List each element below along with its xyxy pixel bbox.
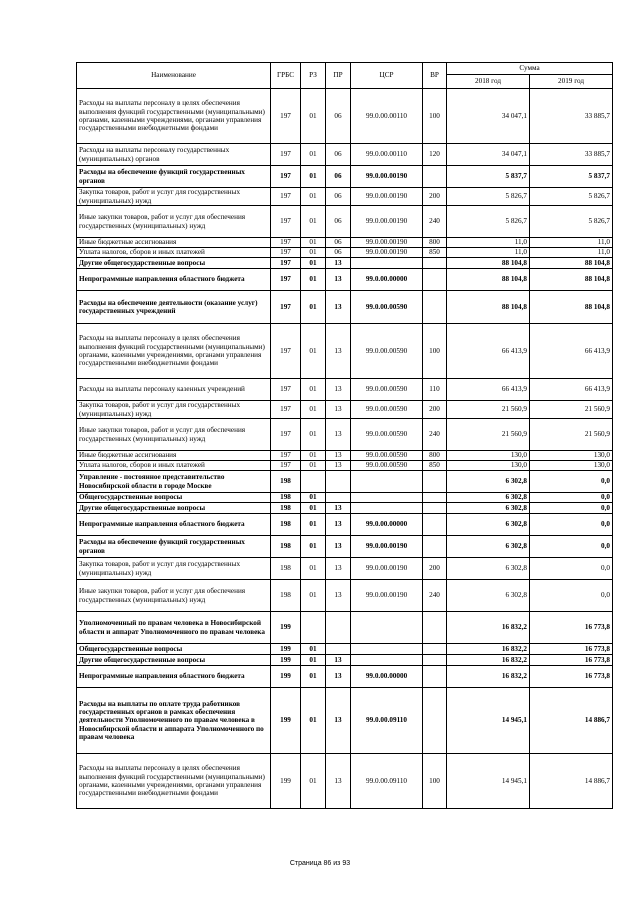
cell-2019: 0,0: [530, 503, 613, 514]
table-row: [77, 258, 613, 269]
cell-rz: 01: [301, 269, 326, 291]
cell-rz: 01: [301, 536, 326, 558]
table-row: [77, 206, 613, 238]
cell-csr: 99.0.00.00110: [351, 89, 423, 144]
cell-2018: 130,0: [447, 461, 530, 471]
cell-pr: 13: [326, 514, 351, 536]
cell-rz: 01: [301, 206, 326, 238]
cell-vr: 120: [423, 144, 447, 166]
cell-name: Другие общегосударственные вопросы: [77, 258, 271, 269]
cell-vr: 100: [423, 754, 447, 809]
header-2018: 2018 год: [447, 75, 530, 89]
cell-name: Иные закупки товаров, работ и услуг для обеспечения государственных (муниципальных) нужд: [77, 580, 271, 612]
cell-grbs: 197: [271, 89, 301, 144]
cell-csr: 99.0.00.00190: [351, 580, 423, 612]
header-name: Наименование: [77, 63, 271, 89]
cell-grbs: 199: [271, 688, 301, 754]
cell-pr: 13: [326, 401, 351, 419]
cell-vr: [423, 166, 447, 188]
cell-name: Общегосударственные вопросы: [77, 493, 271, 503]
cell-grbs: 197: [271, 324, 301, 379]
cell-2018: 6 302,8: [447, 558, 530, 580]
table-row: [77, 379, 613, 401]
cell-2018: 88 104,8: [447, 291, 530, 324]
cell-grbs: 197: [271, 461, 301, 471]
cell-rz: 01: [301, 89, 326, 144]
cell-2019: 5 837,7: [530, 166, 613, 188]
cell-2019: 16 773,8: [530, 612, 613, 644]
cell-2019: 16 773,8: [530, 666, 613, 688]
cell-csr: 99.0.00.00190: [351, 248, 423, 258]
cell-grbs: 199: [271, 655, 301, 666]
cell-pr: 13: [326, 558, 351, 580]
cell-vr: 850: [423, 248, 447, 258]
cell-rz: 01: [301, 166, 326, 188]
cell-pr: 13: [326, 666, 351, 688]
cell-vr: 100: [423, 89, 447, 144]
budget-table: [76, 62, 613, 809]
cell-rz: 01: [301, 144, 326, 166]
cell-rz: 01: [301, 401, 326, 419]
cell-2019: 16 773,8: [530, 655, 613, 666]
cell-grbs: 197: [271, 401, 301, 419]
cell-pr: 13: [326, 451, 351, 461]
cell-vr: [423, 493, 447, 503]
cell-csr: 99.0.00.00590: [351, 461, 423, 471]
cell-vr: 110: [423, 379, 447, 401]
cell-2018: 6 302,8: [447, 536, 530, 558]
cell-2019: 14 886,7: [530, 688, 613, 754]
cell-name: Закупка товаров, работ и услуг для государственных (муниципальных) нужд: [77, 558, 271, 580]
cell-name: Уплата налогов, сборов и иных платежей: [77, 461, 271, 471]
cell-2018: 16 832,2: [447, 644, 530, 655]
cell-grbs: 197: [271, 144, 301, 166]
table-row: [77, 655, 613, 666]
cell-vr: 240: [423, 580, 447, 612]
cell-2018: 5 826,7: [447, 206, 530, 238]
cell-name: Другие общегосударственные вопросы: [77, 655, 271, 666]
cell-rz: 01: [301, 258, 326, 269]
cell-rz: 01: [301, 324, 326, 379]
cell-2018: 16 832,2: [447, 612, 530, 644]
cell-2019: 16 773,8: [530, 644, 613, 655]
cell-pr: [326, 612, 351, 644]
cell-rz: 01: [301, 248, 326, 258]
cell-2019: 5 826,7: [530, 188, 613, 206]
cell-rz: 01: [301, 558, 326, 580]
cell-name: Расходы на выплаты персоналу государственных (муниципальных) органов: [77, 144, 271, 166]
cell-2018: 5 837,7: [447, 166, 530, 188]
cell-grbs: 197: [271, 419, 301, 451]
cell-pr: 13: [326, 291, 351, 324]
cell-csr: 99.0.00.00590: [351, 419, 423, 451]
cell-csr: 99.0.00.09110: [351, 688, 423, 754]
cell-pr: [326, 471, 351, 493]
header-vr: ВР: [423, 63, 447, 89]
cell-2019: 130,0: [530, 451, 613, 461]
cell-2018: 11,0: [447, 238, 530, 248]
cell-2019: 0,0: [530, 471, 613, 493]
cell-name: Расходы на выплаты персоналу в целях обеспечения выполнения функций государственными (муниципальными) органами, казенными учреждениями, органами управления государственными внебюджетными фондами: [77, 754, 271, 809]
cell-vr: [423, 503, 447, 514]
cell-name: Управление - постоянное представительство Новосибирской области в городе Москве: [77, 471, 271, 493]
cell-vr: [423, 258, 447, 269]
cell-2018: 14 945,1: [447, 688, 530, 754]
cell-2018: 16 832,2: [447, 666, 530, 688]
cell-2019: 11,0: [530, 238, 613, 248]
cell-name: Общегосударственные вопросы: [77, 644, 271, 655]
cell-csr: 99.0.00.00590: [351, 379, 423, 401]
cell-2019: 0,0: [530, 493, 613, 503]
cell-2019: 88 104,8: [530, 258, 613, 269]
cell-grbs: 197: [271, 238, 301, 248]
cell-grbs: 197: [271, 291, 301, 324]
cell-name: Расходы на выплаты персоналу казенных учреждений: [77, 379, 271, 401]
cell-2019: 33 885,7: [530, 144, 613, 166]
cell-pr: [326, 493, 351, 503]
cell-2018: 14 945,1: [447, 754, 530, 809]
cell-csr: [351, 471, 423, 493]
cell-rz: 01: [301, 493, 326, 503]
cell-grbs: 197: [271, 451, 301, 461]
header-sum: Сумма: [447, 63, 613, 75]
cell-csr: [351, 612, 423, 644]
cell-name: Уполномоченный по правам человека в Новосибирской области и аппарат Уполномоченного по правам человека: [77, 612, 271, 644]
cell-pr: 13: [326, 258, 351, 269]
cell-grbs: 197: [271, 269, 301, 291]
cell-2019: 66 413,9: [530, 379, 613, 401]
table-row: [77, 612, 613, 644]
cell-vr: 800: [423, 238, 447, 248]
cell-grbs: 197: [271, 248, 301, 258]
table-row: [77, 536, 613, 558]
cell-name: Непрограммные направления областного бюджета: [77, 666, 271, 688]
cell-name: Иные закупки товаров, работ и услуг для обеспечения государственных (муниципальных) нужд: [77, 206, 271, 238]
cell-pr: 13: [326, 688, 351, 754]
cell-grbs: 199: [271, 644, 301, 655]
cell-pr: 13: [326, 379, 351, 401]
cell-pr: 13: [326, 419, 351, 451]
cell-name: Непрограммные направления областного бюджета: [77, 514, 271, 536]
cell-name: Расходы на обеспечение функций государственных органов: [77, 166, 271, 188]
cell-2018: 34 047,1: [447, 89, 530, 144]
table-row: [77, 666, 613, 688]
cell-name: Расходы на выплаты персоналу в целях обеспечения выполнения функций государственными (муниципальными) органами, казенными учреждениями, органами управления государственными внебюджетными фондами: [77, 324, 271, 379]
cell-csr: 99.0.00.00190: [351, 536, 423, 558]
cell-name: Расходы на обеспечение деятельности (оказание услуг) государственных учреждений: [77, 291, 271, 324]
cell-rz: 01: [301, 451, 326, 461]
cell-2019: 66 413,9: [530, 324, 613, 379]
cell-name: Закупка товаров, работ и услуг для государственных (муниципальных) нужд: [77, 188, 271, 206]
header-grbs: ГРБС: [271, 63, 301, 89]
cell-rz: 01: [301, 291, 326, 324]
cell-grbs: 197: [271, 166, 301, 188]
cell-2019: 88 104,8: [530, 291, 613, 324]
cell-name: Расходы на выплаты по оплате труда работников государственных органов в рамках обеспечения деятельности Уполномоченного по правам человека в Новосибирской области и аппарата Уполномоченного по правам человека: [77, 688, 271, 754]
cell-name: Иные закупки товаров, работ и услуг для обеспечения государственных (муниципальных) нужд: [77, 419, 271, 451]
cell-grbs: 199: [271, 754, 301, 809]
cell-2018: 66 413,9: [447, 379, 530, 401]
table-row: [77, 166, 613, 188]
cell-2018: 6 302,8: [447, 514, 530, 536]
cell-grbs: 198: [271, 536, 301, 558]
table-row: [77, 688, 613, 754]
cell-pr: 06: [326, 238, 351, 248]
header-pr: ПР: [326, 63, 351, 89]
cell-grbs: 197: [271, 206, 301, 238]
table-row: [77, 324, 613, 379]
cell-grbs: 199: [271, 612, 301, 644]
cell-name: Другие общегосударственные вопросы: [77, 503, 271, 514]
cell-name: Уплата налогов, сборов и иных платежей: [77, 248, 271, 258]
cell-rz: 01: [301, 754, 326, 809]
cell-name: Иные бюджетные ассигнования: [77, 238, 271, 248]
table-body: [77, 89, 613, 809]
cell-vr: 850: [423, 461, 447, 471]
cell-2018: 21 560,9: [447, 419, 530, 451]
cell-2018: 130,0: [447, 451, 530, 461]
cell-vr: [423, 644, 447, 655]
cell-rz: 01: [301, 666, 326, 688]
header-2019: 2019 год: [530, 75, 613, 89]
cell-csr: 99.0.00.00190: [351, 206, 423, 238]
cell-csr: [351, 493, 423, 503]
cell-2018: 6 302,8: [447, 503, 530, 514]
cell-2019: 14 886,7: [530, 754, 613, 809]
cell-2018: 66 413,9: [447, 324, 530, 379]
cell-2019: 11,0: [530, 248, 613, 258]
cell-2019: 130,0: [530, 461, 613, 471]
cell-pr: 13: [326, 503, 351, 514]
table-row: [77, 580, 613, 612]
cell-vr: 240: [423, 419, 447, 451]
cell-pr: 13: [326, 536, 351, 558]
cell-rz: 01: [301, 644, 326, 655]
cell-2018: 6 302,8: [447, 471, 530, 493]
cell-grbs: 198: [271, 471, 301, 493]
cell-csr: [351, 258, 423, 269]
cell-2019: 0,0: [530, 558, 613, 580]
cell-rz: 01: [301, 419, 326, 451]
cell-vr: [423, 291, 447, 324]
cell-csr: [351, 503, 423, 514]
cell-csr: 99.0.00.00190: [351, 188, 423, 206]
cell-grbs: 198: [271, 503, 301, 514]
cell-name: Расходы на обеспечение функций государственных органов: [77, 536, 271, 558]
cell-pr: 13: [326, 269, 351, 291]
cell-rz: 01: [301, 514, 326, 536]
cell-name: Непрограммные направления областного бюджета: [77, 269, 271, 291]
cell-2018: 88 104,8: [447, 258, 530, 269]
cell-2019: 21 560,9: [530, 401, 613, 419]
cell-csr: 99.0.00.00590: [351, 451, 423, 461]
cell-pr: 06: [326, 248, 351, 258]
cell-name: Иные бюджетные ассигнования: [77, 451, 271, 461]
cell-vr: [423, 471, 447, 493]
cell-pr: 13: [326, 754, 351, 809]
cell-vr: 240: [423, 206, 447, 238]
cell-2018: 16 832,2: [447, 655, 530, 666]
cell-grbs: 198: [271, 493, 301, 503]
cell-pr: 13: [326, 655, 351, 666]
cell-vr: 200: [423, 558, 447, 580]
table-row: [77, 291, 613, 324]
page-footer: Страница 86 из 93: [289, 860, 351, 867]
table-row: [77, 269, 613, 291]
cell-vr: 200: [423, 401, 447, 419]
cell-vr: [423, 612, 447, 644]
cell-vr: [423, 666, 447, 688]
table-row: [77, 754, 613, 809]
cell-csr: 99.0.00.00190: [351, 238, 423, 248]
cell-vr: 800: [423, 451, 447, 461]
cell-pr: 06: [326, 144, 351, 166]
cell-vr: [423, 688, 447, 754]
table-row: [77, 419, 613, 451]
cell-pr: 06: [326, 89, 351, 144]
cell-2019: 0,0: [530, 514, 613, 536]
cell-name: Расходы на выплаты персоналу в целях обеспечения выполнения функций государственными (муниципальными) органами, казенными учреждениями, органами управления государственными внебюджетными фондами: [77, 89, 271, 144]
cell-rz: 01: [301, 461, 326, 471]
cell-csr: 99.0.00.00190: [351, 166, 423, 188]
cell-2018: 34 047,1: [447, 144, 530, 166]
table-row: [77, 144, 613, 166]
cell-rz: 01: [301, 379, 326, 401]
cell-csr: 99.0.00.00190: [351, 558, 423, 580]
cell-csr: 99.0.00.00590: [351, 324, 423, 379]
cell-csr: 99.0.00.00000: [351, 666, 423, 688]
cell-pr: 13: [326, 461, 351, 471]
cell-2018: 21 560,9: [447, 401, 530, 419]
cell-grbs: 197: [271, 379, 301, 401]
cell-rz: 01: [301, 580, 326, 612]
cell-csr: 99.0.00.00000: [351, 269, 423, 291]
cell-2019: 0,0: [530, 580, 613, 612]
cell-grbs: 197: [271, 188, 301, 206]
cell-rz: [301, 612, 326, 644]
cell-pr: 13: [326, 324, 351, 379]
header-csr: ЦСР: [351, 63, 423, 89]
cell-2019: 33 885,7: [530, 89, 613, 144]
cell-rz: 01: [301, 503, 326, 514]
cell-csr: 99.0.00.00590: [351, 401, 423, 419]
cell-csr: [351, 655, 423, 666]
cell-pr: 13: [326, 580, 351, 612]
table-row: [77, 471, 613, 493]
cell-rz: 01: [301, 188, 326, 206]
cell-2018: 6 302,8: [447, 580, 530, 612]
table-row: [77, 401, 613, 419]
cell-2019: 0,0: [530, 536, 613, 558]
cell-vr: [423, 536, 447, 558]
cell-grbs: 197: [271, 258, 301, 269]
cell-pr: 06: [326, 206, 351, 238]
cell-2018: 6 302,8: [447, 493, 530, 503]
cell-2018: 5 826,7: [447, 188, 530, 206]
cell-csr: 99.0.00.00000: [351, 514, 423, 536]
cell-grbs: 199: [271, 666, 301, 688]
cell-csr: 99.0.00.09110: [351, 754, 423, 809]
table-row: [77, 503, 613, 514]
cell-pr: 06: [326, 166, 351, 188]
table-row: [77, 248, 613, 258]
table-row: [77, 89, 613, 144]
table-row: [77, 493, 613, 503]
cell-csr: 99.0.00.00590: [351, 291, 423, 324]
cell-vr: 200: [423, 188, 447, 206]
cell-2019: 5 826,7: [530, 206, 613, 238]
cell-vr: [423, 269, 447, 291]
cell-rz: [301, 471, 326, 493]
cell-vr: [423, 514, 447, 536]
cell-2018: 88 104,8: [447, 269, 530, 291]
cell-2019: 88 104,8: [530, 269, 613, 291]
table-row: [77, 514, 613, 536]
cell-vr: [423, 655, 447, 666]
cell-name: Закупка товаров, работ и услуг для государственных (муниципальных) нужд: [77, 401, 271, 419]
cell-grbs: 198: [271, 580, 301, 612]
table-row: [77, 238, 613, 248]
cell-pr: [326, 644, 351, 655]
cell-pr: 06: [326, 188, 351, 206]
table-row: [77, 644, 613, 655]
cell-rz: 01: [301, 655, 326, 666]
table-row: [77, 188, 613, 206]
cell-grbs: 198: [271, 558, 301, 580]
cell-rz: 01: [301, 238, 326, 248]
table-row: [77, 451, 613, 461]
cell-2018: 11,0: [447, 248, 530, 258]
cell-grbs: 198: [271, 514, 301, 536]
cell-vr: 100: [423, 324, 447, 379]
cell-rz: 01: [301, 688, 326, 754]
cell-csr: [351, 644, 423, 655]
header-rz: РЗ: [301, 63, 326, 89]
table-row: [77, 461, 613, 471]
cell-2019: 21 560,9: [530, 419, 613, 451]
cell-csr: 99.0.00.00110: [351, 144, 423, 166]
table-row: [77, 558, 613, 580]
